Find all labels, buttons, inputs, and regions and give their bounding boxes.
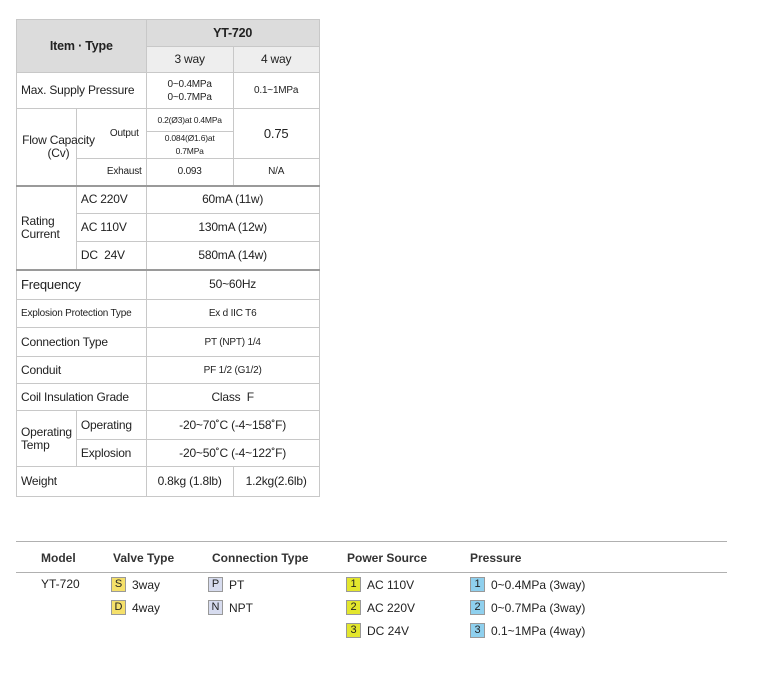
flow-exhaust-3way: 0.093 (146, 159, 233, 186)
power-item: 2 AC 220V (346, 599, 415, 615)
explosion-label: Explosion Protection Type (17, 300, 147, 328)
pressure-item: 3 0.1~1MPa (4way) (470, 622, 585, 638)
temp-operating-label: Operating (76, 411, 146, 440)
spec-table (16, 19, 320, 497)
weight-4way: 1.2kg(2.6lb) (233, 467, 319, 497)
power-code-box: 3 (346, 623, 361, 638)
rating-current-label: Rating Current (17, 186, 77, 270)
power-item: 1 AC 110V (346, 576, 414, 592)
connection-value: PT (NPT) 1/4 (146, 328, 319, 357)
temp-explosion-label: Explosion (76, 440, 146, 467)
weight-label: Weight (17, 467, 147, 497)
connection-label: Connection Type (17, 328, 147, 357)
rating-src-0: AC 220V (76, 186, 146, 214)
max-supply-pressure-3way: 0~0.4MPa 0~0.7MPa (146, 73, 233, 109)
coil-label: Coil Insulation Grade (17, 384, 147, 411)
code-top-rule (16, 541, 727, 542)
valve-item: S 3way (111, 576, 160, 592)
code-header-pressure: Pressure (470, 551, 522, 565)
valve-code-box: D (111, 600, 126, 615)
model-header: YT-720 (146, 20, 319, 47)
connection-item: P PT (208, 576, 244, 592)
conduit-label: Conduit (17, 357, 147, 384)
frequency-label: Frequency (17, 270, 147, 300)
code-header-model: Model (41, 551, 76, 565)
flow-output-3way-a: 0.2(Ø3)at 0.4MPa (146, 109, 233, 132)
pressure-code-box: 3 (470, 623, 485, 638)
rating-val-0: 60mA (11w) (146, 186, 319, 214)
rating-src-2: DC 24V (76, 242, 146, 270)
flow-capacity-label: Flow Capacity (Cv) (17, 109, 77, 186)
flow-output-4way: 0.75 (233, 109, 319, 159)
connection-code-box: P (208, 577, 223, 592)
pressure-item: 1 0~0.4MPa (3way) (470, 576, 585, 592)
rating-val-2: 580mA (14w) (146, 242, 319, 270)
temp-explosion-value: -20~50˚C (-4~122˚F) (146, 440, 319, 467)
pressure-code-box: 2 (470, 600, 485, 615)
flow-exhaust-4way: N/A (233, 159, 319, 186)
max-supply-pressure-4way: 0.1~1MPa (233, 73, 319, 109)
power-code-box: 1 (346, 577, 361, 592)
col-3way: 3 way (146, 47, 233, 73)
operating-temp-label: Operating Temp (17, 411, 77, 467)
frequency-value: 50~60Hz (146, 270, 319, 300)
coil-value: Class F (146, 384, 319, 411)
conduit-value: PF 1/2 (G1/2) (146, 357, 319, 384)
pressure-item: 2 0~0.7MPa (3way) (470, 599, 585, 615)
valve-code-box: S (111, 577, 126, 592)
code-header-connection: Connection Type (212, 551, 309, 565)
col-4way: 4 way (233, 47, 319, 73)
pressure-code-box: 1 (470, 577, 485, 592)
power-item: 3 DC 24V (346, 622, 409, 638)
code-header-rule (16, 572, 727, 573)
valve-item: D 4way (111, 599, 160, 615)
connection-item: N NPT (208, 599, 253, 615)
code-header-valve: Valve Type (113, 551, 175, 565)
weight-3way: 0.8kg (1.8lb) (146, 467, 233, 497)
flow-output-label: Output (76, 109, 146, 159)
connection-code-box: N (208, 600, 223, 615)
code-header-power: Power Source (347, 551, 428, 565)
max-supply-pressure-label: Max. Supply Pressure (17, 73, 147, 109)
rating-val-1: 130mA (12w) (146, 214, 319, 242)
power-code-box: 2 (346, 600, 361, 615)
temp-operating-value: -20~70˚C (-4~158˚F) (146, 411, 319, 440)
item-type-header: Item · Type (17, 20, 147, 73)
code-model-value: YT-720 (41, 577, 80, 591)
explosion-value: Ex d IIC T6 (146, 300, 319, 328)
flow-output-3way-b: 0.084(Ø1.6)at 0.7MPa (146, 132, 233, 159)
rating-src-1: AC 110V (76, 214, 146, 242)
flow-exhaust-label: Exhaust (76, 159, 146, 186)
